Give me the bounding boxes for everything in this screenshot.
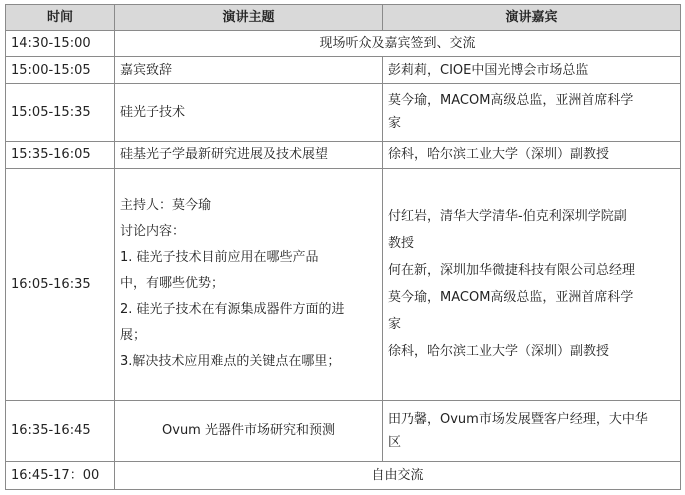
table-row [6,169,681,400]
header-row [6,5,681,31]
speaker-line: 田乃馨，Ovum市场发展暨客户经理，大中华 [388,411,648,427]
speaker-line: 家 [388,317,402,333]
time-cell: 16:05-16:35 [6,169,115,400]
topic-cell: Ovum 光器件市场研究和预测 [115,400,383,462]
agenda-table [5,4,681,490]
time-cell: 15:35-16:05 [6,141,115,169]
speaker-line: 教授 [388,236,415,252]
topic-line: 1. 硅光子技术目前应用在哪些产品 [120,250,319,266]
speaker-line: 莫今瑜，MACOM高级总监，亚洲首席科学 [388,290,634,306]
topic-cell: 硅光子技术 [115,84,383,142]
table-row [6,462,681,490]
table-row [6,84,681,142]
time-cell: 16:45-17：00 [6,462,115,490]
table-row [6,400,681,462]
speaker-cell: 徐科，哈尔滨工业大学（深圳）副教授 [383,141,681,169]
speaker-cell: 彭莉莉，CIOE中国光博会市场总监 [383,57,681,84]
topic-cell [115,169,383,400]
table-row [6,57,681,84]
speaker-cell [383,169,681,400]
merged-cell: 自由交流 [115,462,681,490]
speaker-line: 何在新，深圳加华微捷科技有限公司总经理 [388,263,636,279]
table-row [6,30,681,57]
topic-line: 讨论内容： [120,224,186,240]
speaker-line: 莫今瑜，MACOM高级总监，亚洲首席科学 [388,93,634,109]
speaker-cell [383,400,681,462]
speaker-line: 家 [388,116,402,132]
topic-cell: 嘉宾致辞 [115,57,383,84]
time-cell: 14:30-15:00 [6,30,115,57]
time-cell: 16:35-16:45 [6,400,115,462]
speaker-line: 区 [388,434,402,450]
topic-line: 展； [120,328,147,344]
topic-line: 2. 硅光子技术在有源集成器件方面的进 [120,302,345,318]
header-time: 时间 [6,5,115,31]
speaker-line: 徐科，哈尔滨工业大学（深圳）副教授 [388,344,610,360]
speaker-line: 付红岩，清华大学清华-伯克利深圳学院副 [388,209,627,225]
merged-cell: 现场听众及嘉宾签到、交流 [115,30,681,57]
topic-cell: 硅基光子学最新研究进展及技术展望 [115,141,383,169]
time-cell: 15:05-15:35 [6,84,115,142]
speaker-cell [383,84,681,142]
header-topic: 演讲主题 [115,5,383,31]
table-row [6,141,681,169]
topic-line: 中，有哪些优势； [120,276,225,292]
topic-line: 主持人：莫今瑜 [120,198,212,214]
header-speaker: 演讲嘉宾 [383,5,681,31]
topic-line: 3.解决技术应用难点的关键点在哪里； [120,354,341,370]
time-cell: 15:00-15:05 [6,57,115,84]
